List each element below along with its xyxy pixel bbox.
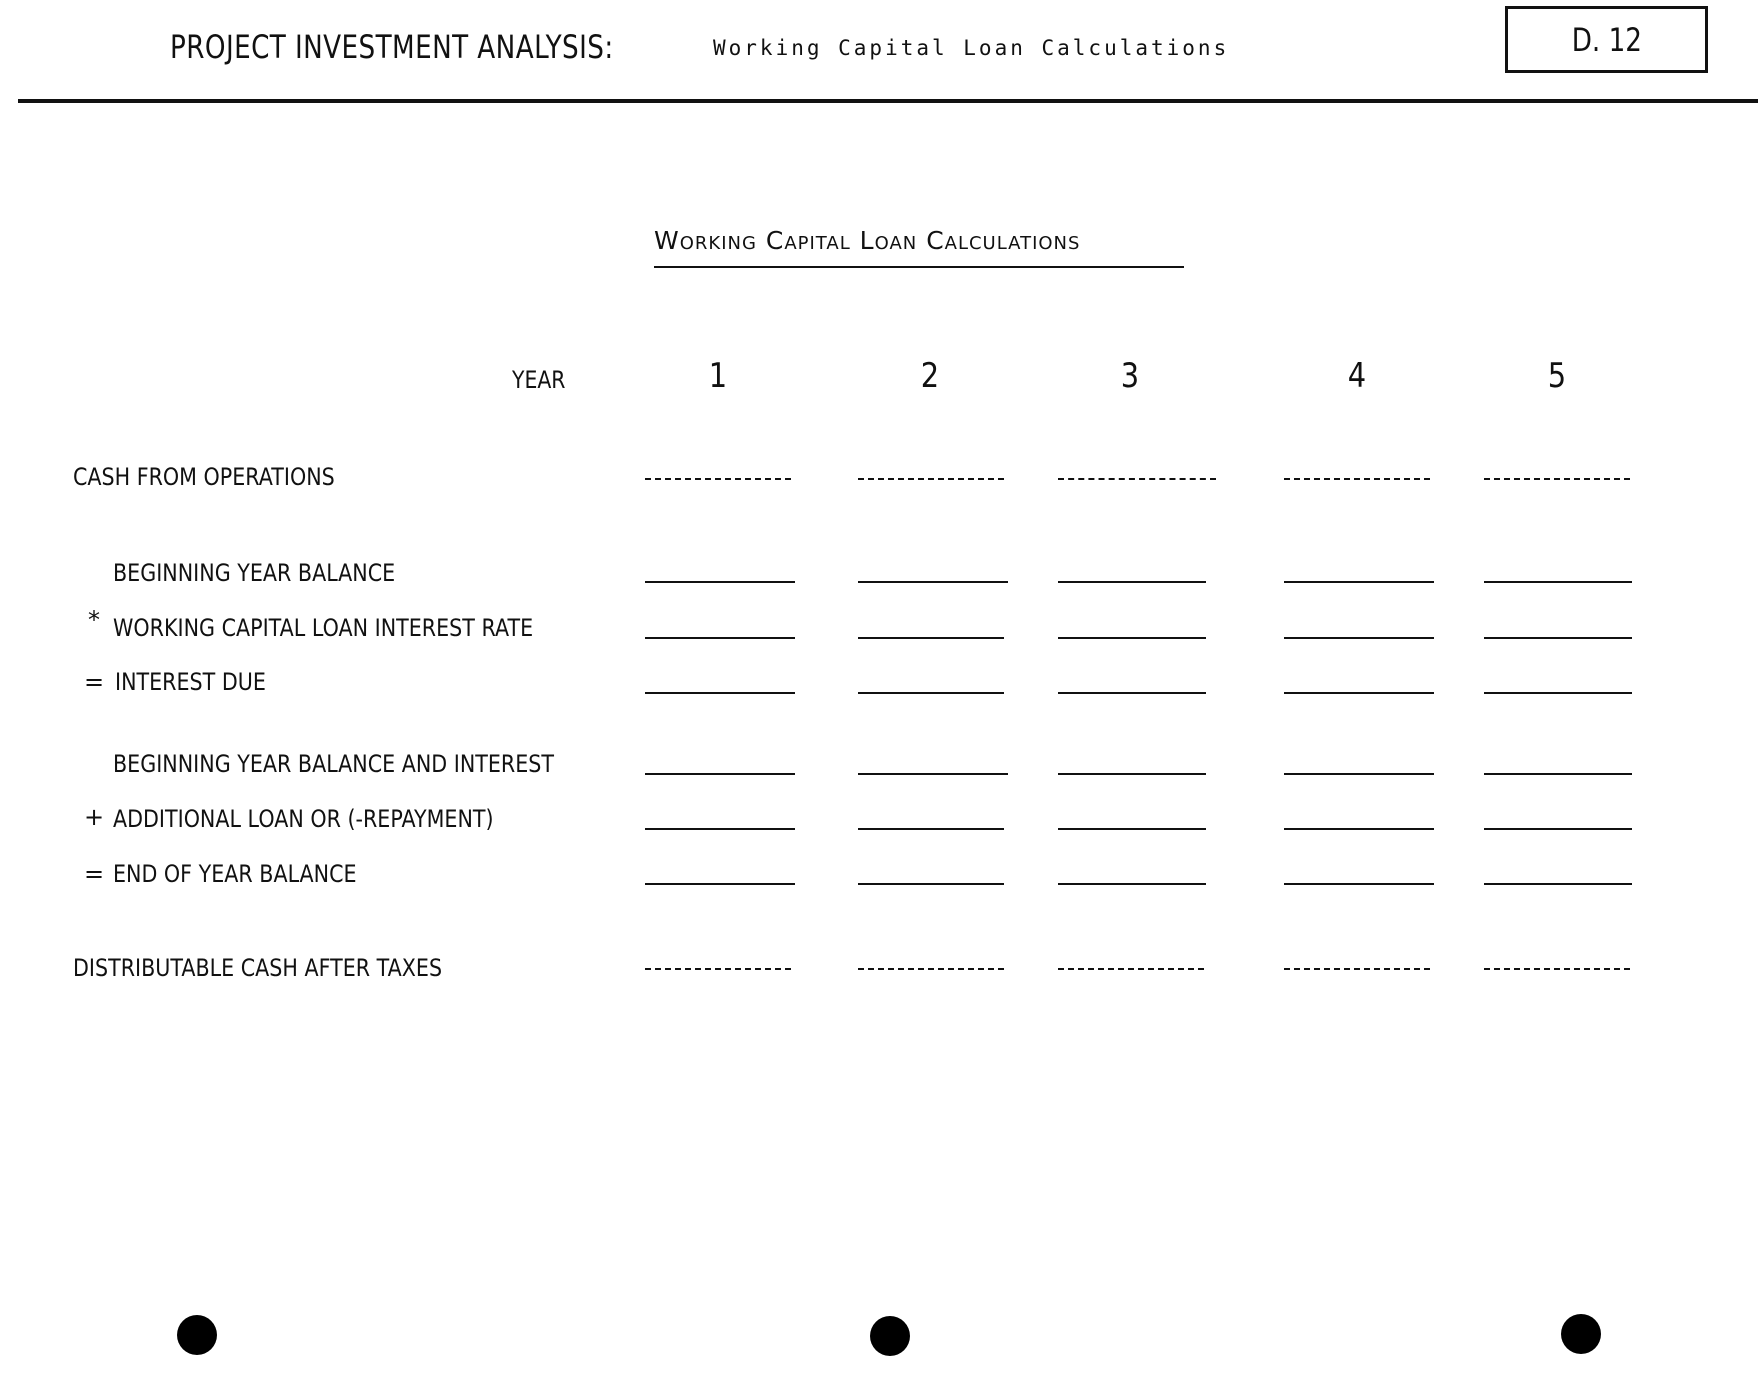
blank-cash-from-operations-y2[interactable] <box>858 478 1004 480</box>
blank-interest-due-y5[interactable] <box>1484 692 1632 694</box>
operator-equals: = <box>83 860 105 888</box>
blank-interest-rate-y5[interactable] <box>1484 637 1632 639</box>
binder-hole-right <box>1561 1314 1601 1354</box>
row-label-additional-loan: ADDITIONAL LOAN OR (-REPAYMENT) <box>113 805 494 833</box>
blank-additional-loan-y4[interactable] <box>1284 828 1434 830</box>
row-label-balance-and-interest: BEGINNING YEAR BALANCE AND INTEREST <box>113 750 555 778</box>
blank-cash-from-operations-y4[interactable] <box>1284 478 1430 480</box>
blank-interest-due-y4[interactable] <box>1284 692 1434 694</box>
blank-cash-from-operations-y1[interactable] <box>645 478 791 480</box>
blank-balance-and-interest-y5[interactable] <box>1484 773 1632 775</box>
blank-distributable-cash-y4[interactable] <box>1284 968 1430 970</box>
header-title: PROJECT INVESTMENT ANALYSIS: <box>170 28 614 66</box>
blank-distributable-cash-y1[interactable] <box>645 968 791 970</box>
blank-beginning-year-balance-y2[interactable] <box>858 581 1008 583</box>
binder-hole-left <box>177 1315 217 1355</box>
blank-cash-from-operations-y5[interactable] <box>1484 478 1630 480</box>
blank-interest-rate-y2[interactable] <box>858 637 1004 639</box>
blank-additional-loan-y5[interactable] <box>1484 828 1632 830</box>
blank-interest-rate-y4[interactable] <box>1284 637 1434 639</box>
blank-additional-loan-y2[interactable] <box>858 828 1004 830</box>
blank-interest-due-y3[interactable] <box>1058 692 1206 694</box>
year-4-heading: 4 <box>1347 356 1367 396</box>
section-title: Working Capital Loan Calculations <box>654 226 1081 255</box>
blank-beginning-year-balance-y5[interactable] <box>1484 581 1632 583</box>
header-divider <box>18 99 1758 103</box>
operator-equals: = <box>83 668 105 696</box>
header-subtitle: Working Capital Loan Calculations <box>713 36 1230 60</box>
row-label-cash-from-operations: CASH FROM OPERATIONS <box>73 463 335 491</box>
row-label-distributable-cash: DISTRIBUTABLE CASH AFTER TAXES <box>73 954 443 982</box>
blank-cash-from-operations-y3[interactable] <box>1058 478 1216 480</box>
row-label-end-of-year-balance: END OF YEAR BALANCE <box>113 860 357 888</box>
blank-end-of-year-balance-y3[interactable] <box>1058 883 1206 885</box>
blank-beginning-year-balance-y3[interactable] <box>1058 581 1206 583</box>
operator-plus: + <box>83 803 105 831</box>
blank-interest-rate-y3[interactable] <box>1058 637 1206 639</box>
blank-balance-and-interest-y1[interactable] <box>645 773 795 775</box>
blank-interest-due-y1[interactable] <box>645 692 795 694</box>
section-title-underline <box>654 266 1184 268</box>
blank-distributable-cash-y3[interactable] <box>1058 968 1204 970</box>
operator-multiply: * <box>88 606 100 634</box>
row-label-interest-due: INTEREST DUE <box>115 668 266 696</box>
row-label-beginning-year-balance: BEGINNING YEAR BALANCE <box>113 559 396 587</box>
binder-hole-center <box>870 1316 910 1356</box>
blank-balance-and-interest-y2[interactable] <box>858 773 1008 775</box>
blank-additional-loan-y1[interactable] <box>645 828 795 830</box>
row-label-interest-rate: WORKING CAPITAL LOAN INTEREST RATE <box>113 614 534 642</box>
year-2-heading: 2 <box>920 356 940 396</box>
blank-distributable-cash-y5[interactable] <box>1484 968 1630 970</box>
page-number-box <box>1505 6 1708 73</box>
blank-end-of-year-balance-y1[interactable] <box>645 883 795 885</box>
year-label: YEAR <box>512 366 566 394</box>
year-1-heading: 1 <box>708 356 728 396</box>
blank-beginning-year-balance-y1[interactable] <box>645 581 795 583</box>
page-number: D. 12 <box>1571 20 1642 59</box>
year-3-heading: 3 <box>1120 356 1140 396</box>
blank-interest-due-y2[interactable] <box>858 692 1004 694</box>
blank-interest-rate-y1[interactable] <box>645 637 795 639</box>
blank-end-of-year-balance-y5[interactable] <box>1484 883 1632 885</box>
blank-beginning-year-balance-y4[interactable] <box>1284 581 1434 583</box>
blank-distributable-cash-y2[interactable] <box>858 968 1004 970</box>
blank-balance-and-interest-y3[interactable] <box>1058 773 1206 775</box>
blank-balance-and-interest-y4[interactable] <box>1284 773 1434 775</box>
blank-end-of-year-balance-y4[interactable] <box>1284 883 1434 885</box>
blank-additional-loan-y3[interactable] <box>1058 828 1206 830</box>
year-5-heading: 5 <box>1547 356 1567 396</box>
blank-end-of-year-balance-y2[interactable] <box>858 883 1004 885</box>
